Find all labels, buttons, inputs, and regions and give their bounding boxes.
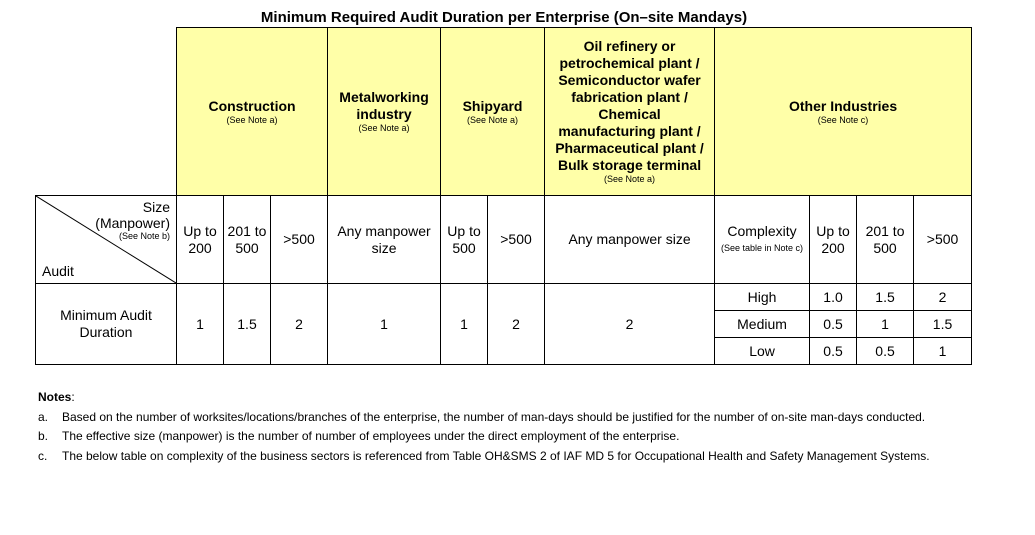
medium-value-1: 0.5	[810, 311, 857, 338]
construction-size-3: >500	[271, 196, 328, 284]
high-value-3: 2	[914, 284, 972, 311]
audit-duration-table	[35, 27, 972, 365]
shipyard-value-2: 2	[488, 284, 545, 365]
oil-refinery-note: (See Note a)	[604, 174, 656, 184]
shipyard-header	[441, 28, 545, 196]
shipyard-note: (See Note a)	[467, 114, 519, 125]
complexity-header	[715, 196, 810, 284]
metalworking-size: Any manpower size	[328, 196, 441, 284]
other-industries-note: (See Note c)	[817, 114, 869, 125]
note-text: Based on the number of worksites/locations/branches of the enterprise, the number of man-days should be justified for the number of on-site man-days conducted.	[62, 409, 926, 424]
metalworking-header	[328, 28, 441, 196]
complexity-note: (See table in Note c)	[721, 242, 804, 253]
note-item	[38, 408, 973, 428]
complexity-high: High	[715, 284, 810, 311]
note-letter: b.	[38, 429, 49, 443]
medium-value-2: 1	[857, 311, 914, 338]
other-size-1: Up to 200	[810, 196, 857, 284]
construction-label: Construction	[208, 97, 296, 114]
other-size-3: >500	[914, 196, 972, 284]
blank-corner-cell	[36, 28, 177, 196]
note-text: The below table on complexity of the business sectors is referenced from Table OH&SMS 2 of IAF MD 5 for Occupational Health and Safety Management Systems.	[62, 448, 930, 463]
notes-section: Notes: a. Based on the number of worksites/locations/branches of the enterprise, the number of man-days should be justified for the number of on-site man-days conducted. b. The effective size (manpower) is the number of number of employees under the direct employment of the enterprise. c. The below table on complexity of the business sectors is referenced from Table OH&SMS 2 of IAF MD 5 for Occupational Health and Safety Management Systems.	[38, 388, 973, 466]
oil-refinery-label: Oil refinery or petrochemical plant / Semiconductor wafer fabrication plant / Chemical manufacturing plant / Pharmaceutical plant / Bulk storage terminal	[555, 38, 704, 173]
low-value-3: 1	[914, 338, 972, 365]
metalworking-note: (See Note a)	[358, 123, 410, 133]
note-item	[38, 447, 973, 467]
other-size-2: 201 to 500	[857, 196, 914, 284]
manpower-label: (Manpower)	[95, 215, 170, 231]
construction-header	[177, 28, 328, 196]
high-value-2: 1.5	[857, 284, 914, 311]
other-industries-label: Other Industries	[788, 97, 898, 114]
size-label: Size	[142, 199, 170, 215]
construction-value-1: 1	[177, 284, 224, 365]
complexity-label: Complexity	[727, 222, 797, 239]
oil-refinery-value: 2	[545, 284, 715, 365]
oil-refinery-header	[545, 28, 715, 196]
construction-value-3: 2	[271, 284, 328, 365]
table-title: Minimum Required Audit Duration per Enterprise (On–site Mandays)	[260, 9, 748, 26]
note-text: The effective size (manpower) is the number of number of employees under the direct employment of the enterprise.	[62, 429, 680, 443]
complexity-medium: Medium	[715, 311, 810, 338]
construction-note: (See Note a)	[226, 114, 278, 125]
other-industries-header	[715, 28, 972, 196]
size-note: (See Note b)	[118, 231, 170, 241]
shipyard-label: Shipyard	[462, 97, 523, 114]
shipyard-value-1: 1	[441, 284, 488, 365]
size-audit-corner-cell	[36, 196, 177, 284]
shipyard-size-2: >500	[488, 196, 545, 284]
shipyard-size-1: Up to 500	[441, 196, 488, 284]
notes-title: Notes	[38, 390, 72, 404]
note-letter: c.	[38, 448, 48, 463]
oil-refinery-size: Any manpower size	[545, 196, 715, 284]
metalworking-label: Metalworking industry	[339, 89, 429, 122]
low-value-1: 0.5	[810, 338, 857, 365]
minimum-audit-duration-label: Minimum Audit Duration	[36, 284, 177, 365]
audit-label: Audit	[42, 263, 74, 279]
complexity-low: Low	[715, 338, 810, 365]
high-value-1: 1.0	[810, 284, 857, 311]
note-letter: a.	[38, 409, 49, 424]
low-value-2: 0.5	[857, 338, 914, 365]
note-item	[38, 427, 973, 447]
medium-value-3: 1.5	[914, 311, 972, 338]
metalworking-value: 1	[328, 284, 441, 365]
construction-value-2: 1.5	[224, 284, 271, 365]
construction-size-2: 201 to 500	[224, 196, 271, 284]
construction-size-1: Up to 200	[177, 196, 224, 284]
